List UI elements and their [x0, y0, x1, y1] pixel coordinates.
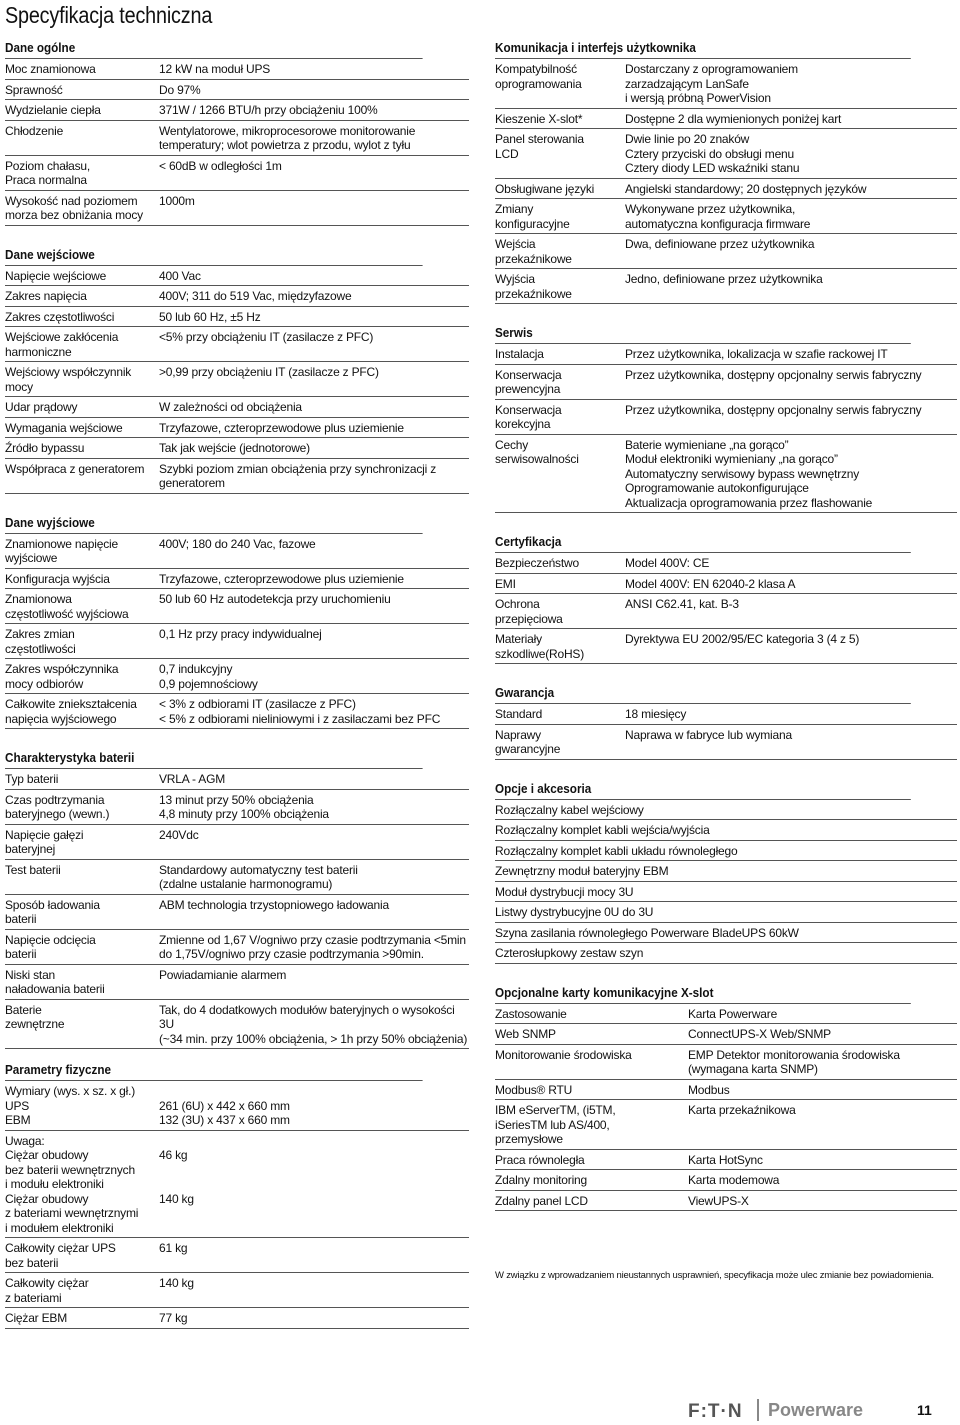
spec-value: Dostępne 2 dla wymienionych poniżej kart	[625, 111, 842, 126]
spec-label: Zakres zmian częstotliwości	[5, 627, 76, 656]
spec-value: Model 400V: EN 62040-2 klasa A	[625, 576, 796, 591]
spec-label: Znamionowe napięcie wyjściowe	[5, 536, 118, 565]
spec-value: 261 (6U) x 442 x 660 mm 132 (3U) x 437 x 660 mm	[159, 1098, 290, 1127]
spec-value: Trzyfazowe, czteroprzewodowe plus uziemienie	[159, 571, 404, 586]
spec-value: 12 kW na moduł UPS	[159, 62, 271, 76]
spec-label: EMI	[495, 576, 516, 591]
spec-label: Sposób ładowania baterii	[5, 897, 100, 926]
spec-value: Model 400V: CE	[625, 556, 710, 570]
spec-label: Wymagania wejściowe	[5, 420, 123, 435]
spec-label: Monitorowanie środowiska	[495, 1047, 632, 1062]
spec-row	[5, 327, 469, 362]
spec-label: Web SNMP	[495, 1027, 556, 1041]
spec-row	[495, 344, 957, 365]
spec-row	[5, 307, 469, 328]
spec-label: Czterosłupkowy zestaw szyn	[495, 946, 644, 960]
spec-row	[495, 435, 957, 514]
spec-row	[5, 191, 469, 226]
section-title: Dane wyjściowe	[5, 512, 423, 534]
spec-row	[495, 234, 957, 269]
spec-label: Czas podtrzymania bateryjnego (wewn.)	[5, 792, 110, 821]
spec-value: Jedno, definiowane przez użytkownika	[625, 272, 823, 286]
page-footer	[0, 1393, 960, 1425]
spec-value: ANSI C62.41, kat. B-3	[625, 597, 739, 611]
section	[495, 982, 957, 1212]
spec-row	[495, 1191, 957, 1212]
spec-row	[495, 704, 957, 725]
spec-value: Wykonywane przez użytkownika, automatyczna konfiguracja firmware	[625, 202, 811, 231]
spec-value: 77 kg	[159, 1311, 188, 1325]
section-title: Opcjonalne karty komunikacyjne X-slot	[495, 982, 911, 1004]
spec-label: Chłodzenie	[5, 123, 64, 138]
spec-value: W zależności od obciążenia	[159, 400, 302, 414]
spec-row	[5, 860, 469, 895]
spec-row	[5, 266, 469, 287]
spec-label: Wejściowy współczynnik mocy	[5, 365, 132, 394]
spec-label: Wyjścia przekaźnikowe	[495, 272, 572, 301]
spec-value: Dwa, definiowane przez użytkownika	[625, 237, 815, 251]
section-title: Opcje i akcesoria	[495, 778, 911, 800]
spec-value: Powiadamianie alarmem	[159, 967, 287, 982]
spec-value: Dwie linie po 20 znaków Cztery przyciski do obsługi menu Cztery diody LED wskaźniki stanu	[625, 132, 800, 175]
spec-label: Zdalny monitoring	[495, 1173, 587, 1187]
section	[495, 682, 957, 760]
right-column	[495, 37, 957, 1211]
spec-value: 18 miesięcy	[625, 707, 687, 721]
spec-label: Napięcie gałęzi bateryjnej	[5, 827, 84, 856]
spec-value: 50 lub 60 Hz autodetekcja przy uruchomieniu	[159, 592, 391, 606]
spec-value: Tak jak wejście (jednotorowe)	[159, 441, 310, 455]
spec-value: < 3% z odbiorami IT (zasilacze z PFC) < 5% z odbiorami nieliniowymi i z zasilaczami bez PFC	[159, 697, 441, 726]
spec-label: Modbus® RTU	[495, 1082, 573, 1097]
section-title: Serwis	[495, 322, 911, 344]
spec-label: Współpraca z generatorem	[5, 461, 145, 476]
spec-row	[495, 861, 957, 882]
spec-row	[495, 1100, 957, 1150]
section	[495, 37, 957, 304]
spec-value: 240Vdc	[159, 827, 199, 842]
spec-label: Uwaga: Ciężar obudowy bez baterii wewnętrznych i modułu elektroniki Ciężar obudowy z bateriami wewnętrznymi i modułem elektroniki	[5, 1133, 139, 1235]
section	[495, 778, 957, 964]
spec-value: 400 Vac	[159, 268, 201, 283]
left-column	[5, 37, 469, 1329]
spec-row	[5, 624, 469, 659]
spec-row	[495, 59, 957, 109]
spec-label: Kompatybilność oprogramowania	[495, 62, 582, 91]
spec-label: Zakres współczynnika mocy odbiorów	[5, 662, 119, 691]
spec-label: Całkowite zniekształcenia napięcia wyjściowego	[5, 697, 137, 726]
spec-value: 46 kg 140 kg	[159, 1148, 194, 1206]
spec-row	[495, 1150, 957, 1171]
spec-label: Całkowity ciężar UPS bez baterii	[5, 1241, 116, 1270]
section-title: Komunikacja i interfejs użytkownika	[495, 37, 911, 59]
spec-row	[495, 1080, 957, 1101]
spec-value: Karta modemowa	[688, 1173, 780, 1187]
spec-row	[495, 820, 957, 841]
spec-label: Zakres napięcia	[5, 289, 87, 303]
spec-label: Typ baterii	[5, 772, 59, 786]
spec-value: Standardowy automatyczny test baterii (zdalne ustalanie harmonogramu)	[159, 862, 358, 891]
spec-value: Dostarczany z oprogramowaniem zarzadzającym LanSafe i wersją próbną PowerVision	[625, 62, 798, 105]
spec-row	[495, 943, 957, 964]
spec-value: Zmienne od 1,67 V/ogniwo przy czasie podtrzymania <5min do 1,75V/ogniwo przy czasie podtrzymania >90min.	[159, 932, 466, 961]
spec-label: Zdalny panel LCD	[495, 1193, 588, 1208]
spec-row	[5, 121, 469, 156]
spec-value: VRLA - AGM	[159, 772, 226, 786]
spec-value: 400V; 180 do 240 Vac, fazowe	[159, 536, 316, 551]
spec-row	[495, 199, 957, 234]
spec-label: Wejścia przekaźnikowe	[495, 237, 572, 266]
section	[5, 37, 469, 226]
spec-label: Moc znamionowa	[5, 62, 96, 76]
spec-label: Obsługiwane języki	[495, 181, 595, 196]
spec-label: Zakres częstotliwości	[5, 309, 115, 324]
spec-value: 371W / 1266 BTU/h przy obciążeniu 100%	[159, 103, 378, 117]
page-title: Specyfikacja techniczna	[5, 2, 213, 28]
spec-label: Znamionowa częstotliwość wyjściowa	[5, 592, 129, 621]
section	[495, 531, 957, 664]
section-title: Gwarancja	[495, 682, 911, 704]
spec-row	[5, 694, 469, 729]
spec-label: Konfiguracja wyjścia	[5, 571, 110, 586]
spec-row	[495, 841, 957, 862]
spec-row	[5, 659, 469, 694]
spec-row	[495, 594, 957, 629]
spec-row	[5, 930, 469, 965]
spec-label: Ochrona przepięciowa	[495, 597, 563, 626]
spec-row	[5, 286, 469, 307]
spec-label: Rozłączalny komplet kabli wejścia/wyjścia	[495, 823, 710, 837]
spec-row	[5, 59, 469, 80]
spec-row	[5, 1238, 469, 1273]
spec-value: Przez użytkownika, dostępny opcjonalny serwis fabryczny	[625, 402, 922, 417]
spec-row	[495, 1045, 957, 1080]
spec-value: 0,1 Hz przy pracy indywidualnej	[159, 627, 322, 641]
spec-row	[495, 400, 957, 435]
spec-row	[495, 725, 957, 760]
spec-row	[495, 365, 957, 400]
spec-row	[5, 397, 469, 418]
section-title: Parametry fizyczne	[5, 1059, 423, 1081]
section-title: Dane wejściowe	[5, 244, 423, 266]
spec-value: EMP Detektor monitorowania środowiska (wymagana karta SNMP)	[688, 1047, 900, 1076]
spec-label: Wysokość nad poziomem morza bez obniżania mocy	[5, 193, 143, 222]
section	[495, 322, 957, 513]
spec-label: Rozłączalny komplet kabli układu równoległego	[495, 843, 738, 858]
spec-row	[5, 1131, 469, 1239]
spec-label: Test baterii	[5, 862, 61, 877]
spec-label: Napięcie odcięcia baterii	[5, 932, 96, 961]
spec-value: 1000m	[159, 193, 195, 208]
spec-row	[5, 790, 469, 825]
page-number: 11	[917, 1402, 932, 1418]
spec-row	[5, 1308, 469, 1329]
spec-label: Niski stan naładowania baterii	[5, 967, 105, 996]
spec-value: Do 97%	[159, 82, 201, 97]
spec-value: >0,99 przy obciążeniu IT (zasilacze z PFC)	[159, 365, 379, 379]
spec-value: Wentylatorowe, mikroprocesorowe monitorowanie temperatury; wlot powietrza z przodu, wylot z tyłu	[159, 123, 416, 152]
spec-value: Przez użytkownika, lokalizacja w szafie rackowej IT	[625, 347, 888, 361]
spec-row	[495, 553, 957, 574]
spec-label: Zmiany konfiguracyjne	[495, 202, 570, 231]
spec-row	[495, 1024, 957, 1045]
spec-label: Konserwacja korekcyjna	[495, 402, 562, 431]
section	[5, 1059, 469, 1329]
spec-value: ViewUPS-X	[688, 1193, 749, 1208]
spec-row	[5, 80, 469, 101]
spec-label: Praca równoległa	[495, 1152, 585, 1167]
spec-label: Cechy serwisowalności	[495, 437, 579, 466]
footnote: W związku z wprowadzaniem nieustannych usprawnień, specyfikacja może ulec zmianie bez powiadomienia.	[495, 1270, 934, 1281]
spec-label: Moduł dystrybucji mocy 3U	[495, 884, 634, 899]
spec-label: Zastosowanie	[495, 1006, 567, 1021]
spec-label: Sprawność	[5, 82, 63, 97]
spec-value: Modbus	[688, 1082, 730, 1097]
spec-value: 50 lub 60 Hz, ±5 Hz	[159, 309, 261, 324]
spec-label: Napięcie wejściowe	[5, 268, 107, 283]
spec-row	[5, 418, 469, 439]
spec-label: IBM eServerTM, (i5TM, iSeriesTM lub AS/400, przemysłowe	[495, 1103, 616, 1146]
spec-value: Angielski standardowy; 20 dostępnych języków	[625, 181, 867, 196]
spec-label: Wymiary (wys. x sz. x gł.) UPS EBM	[5, 1084, 136, 1127]
spec-label: Instalacja	[495, 347, 544, 361]
spec-value: Szybki poziom zmian obciążenia przy synchronizacji z generatorem	[159, 461, 437, 490]
spec-row	[5, 589, 469, 624]
spec-row	[495, 800, 957, 821]
spec-row	[5, 100, 469, 121]
logo-divider	[757, 1399, 759, 1421]
spec-label: Rozłączalny kabel wejściowy	[495, 802, 644, 817]
spec-value: Dyrektywa EU 2002/95/EC kategoria 3 (4 z 5)	[625, 632, 860, 646]
spec-label: Wejściowe zakłócenia harmoniczne	[5, 330, 119, 359]
powerware-logo: Powerware	[768, 1400, 864, 1420]
spec-value: 13 minut przy 50% obciążenia 4,8 minuty przy 100% obciążenia	[159, 792, 329, 821]
spec-row	[495, 1004, 957, 1025]
spec-label: Kieszenie X-slot*	[495, 111, 583, 126]
spec-row	[495, 923, 957, 944]
spec-value: Trzyfazowe, czteroprzewodowe plus uziemienie	[159, 420, 404, 435]
spec-row	[495, 629, 957, 664]
section-title: Dane ogólne	[5, 37, 423, 59]
section	[5, 512, 469, 730]
spec-value: Baterie wymieniane „na gorąco” Moduł elektroniki wymieniany „na gorąco” Automatyczny serwisowy bypass wewnętrzny Oprogramowanie autokonfigurujące Aktualizacja oprogramowania przez flashowanie	[625, 437, 873, 510]
spec-value: Przez użytkownika, dostępny opcjonalny serwis fabryczny	[625, 367, 922, 382]
spec-row	[5, 156, 469, 191]
spec-label: Panel sterowania LCD	[495, 132, 584, 161]
spec-label: Naprawy gwarancyjne	[495, 727, 561, 756]
spec-row	[495, 129, 957, 179]
spec-label: Zewnętrzny moduł bateryjny EBM	[495, 864, 669, 878]
section-title: Certyfikacja	[495, 531, 911, 553]
spec-label: Konserwacja prewencyjna	[495, 367, 562, 396]
spec-row	[5, 1273, 469, 1308]
spec-label: Materiały szkodliwe(RoHS)	[495, 632, 585, 661]
spec-row	[495, 1170, 957, 1191]
section-title: Charakterystyka baterii	[5, 747, 423, 769]
spec-row	[5, 895, 469, 930]
eaton-logo: F:T·N	[688, 1401, 743, 1422]
spec-value: Karta HotSync	[688, 1152, 763, 1167]
spec-row	[5, 1081, 469, 1131]
spec-row	[5, 459, 469, 494]
spec-label: Całkowity ciężar z bateriami	[5, 1276, 89, 1305]
section	[5, 244, 469, 494]
spec-row	[5, 1000, 469, 1050]
spec-label: Udar prądowy	[5, 400, 78, 414]
spec-label: Standard	[495, 707, 543, 721]
spec-value: ConnectUPS-X Web/SNMP	[688, 1027, 831, 1041]
spec-value: 400V; 311 do 519 Vac, międzyfazowe	[159, 289, 352, 303]
spec-row	[495, 882, 957, 903]
spec-label: Bezpieczeństwo	[495, 556, 579, 570]
spec-value: < 60dB w odległości 1m	[159, 158, 282, 173]
spec-value: 61 kg	[159, 1241, 188, 1255]
spec-row	[5, 534, 469, 569]
spec-row	[5, 438, 469, 459]
spec-row	[495, 269, 957, 304]
spec-row	[5, 769, 469, 790]
spec-label: Źródło bypassu	[5, 441, 85, 455]
spec-label: Wydzielanie ciepła	[5, 103, 101, 117]
spec-label: Baterie zewnętrzne	[5, 1002, 65, 1031]
spec-label: Szyna zasilania równoległego Powerware BladeUPS 60kW	[495, 925, 799, 940]
section	[5, 747, 469, 1049]
spec-value: Tak, do 4 dodatkowych modułów bateryjnych o wysokości 3U (~34 min. przy 100% obciążenia, > 1h przy 50% obciążenia)	[159, 1002, 468, 1046]
spec-label: Ciężar EBM	[5, 1311, 68, 1325]
spec-value: 0,7 indukcyjny 0,9 pojemnościowy	[159, 662, 258, 691]
spec-row	[495, 179, 957, 200]
spec-row	[495, 902, 957, 923]
spec-value: 140 kg	[159, 1276, 194, 1290]
spec-row	[495, 109, 957, 130]
spec-row	[5, 569, 469, 590]
spec-label: Listwy dystrybucyjne 0U do 3U	[495, 905, 654, 919]
spec-value: ABM technologia trzystopniowego ładowania	[159, 897, 389, 912]
spec-row	[5, 825, 469, 860]
spec-value: Karta Powerware	[688, 1006, 778, 1021]
spec-row	[5, 362, 469, 397]
spec-row	[495, 574, 957, 595]
spec-value: <5% przy obciążeniu IT (zasilacze z PFC)	[159, 330, 374, 344]
spec-label: Poziom chałasu, Praca normalna	[5, 158, 91, 187]
spec-row	[5, 965, 469, 1000]
spec-value: Naprawa w fabryce lub wymiana	[625, 727, 792, 742]
spec-value: Karta przekaźnikowa	[688, 1103, 796, 1117]
